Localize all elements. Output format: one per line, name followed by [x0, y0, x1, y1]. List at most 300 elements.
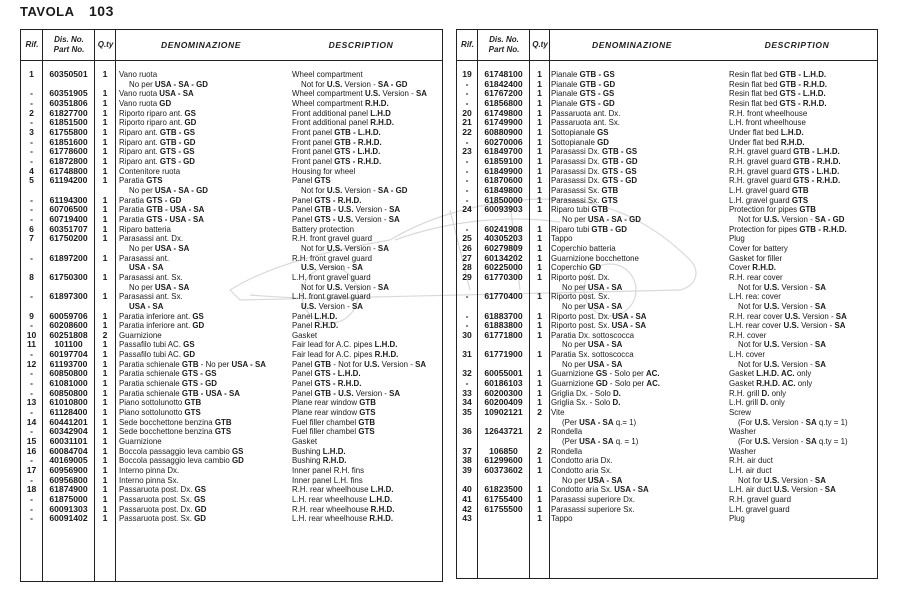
denominazione [129, 79, 208, 89]
description [292, 156, 381, 166]
description [729, 117, 806, 127]
denominazione-segment: Rondella [551, 426, 583, 437]
quantity: 1 [537, 117, 542, 128]
part-number: 60956900 [49, 465, 88, 476]
denominazione [551, 233, 573, 243]
ref-number: 14 [26, 416, 37, 427]
description-segment: SA [824, 484, 836, 495]
ref-number: - [465, 291, 469, 302]
description-segment: U.S. [301, 300, 317, 311]
description-segment: Bushing [292, 445, 323, 456]
ref-number: - [465, 97, 469, 108]
description [292, 146, 380, 156]
ref-number: 6 [29, 223, 34, 234]
denominazione [551, 446, 582, 456]
part-number: 60441201 [49, 416, 88, 427]
description-segment: only [768, 397, 785, 408]
description-segment: R.H. gravel guard [729, 146, 794, 157]
description-segment: Version - [779, 339, 815, 350]
denominazione-segment: GD [159, 97, 172, 108]
quantity: 1 [102, 97, 108, 108]
denominazione-segment: Coperchio [551, 262, 590, 273]
description-segment: L.H. gravel guard [729, 503, 790, 514]
denominazione-segment: Interno pinna Sx. [119, 474, 179, 485]
description-segment: Resin flat bed [729, 97, 780, 108]
quantity: 1 [102, 503, 108, 514]
description-segment: Not for [301, 242, 327, 253]
description [729, 426, 756, 436]
denominazione-segment: USA - SA [159, 88, 194, 99]
description-segment: U.S. [783, 320, 799, 331]
description-segment: q.ty = 1) [816, 416, 848, 427]
description-segment: Version - [353, 204, 390, 215]
description [292, 291, 371, 301]
part-number: 60200409 [484, 397, 523, 408]
denominazione [119, 224, 171, 234]
description [729, 368, 811, 378]
description-segment: Panel [292, 213, 315, 224]
description-segment: U.S. [364, 358, 380, 369]
description-segment: Panel [292, 378, 315, 389]
description-segment: GTB - L.H.D. [793, 146, 840, 157]
denominazione-segment: Parasassi superiore Sx. [551, 503, 635, 514]
part-number: 60373602 [484, 465, 523, 476]
description-segment: GTB [314, 358, 332, 369]
description-segment: U.S. [326, 242, 343, 253]
denominazione-segment: Paratia Dx. sottoscocca [551, 329, 635, 340]
quantity: 1 [537, 494, 542, 505]
description-segment: Battery protection [292, 223, 354, 234]
description-segment: Not for [301, 78, 327, 89]
denominazione [119, 117, 196, 127]
quantity: 1 [537, 349, 542, 360]
description-segment: SA [805, 416, 817, 427]
description-segment: R.H. rear cover [729, 310, 785, 321]
description [729, 397, 785, 407]
description-segment: Plug [729, 513, 745, 524]
denominazione-segment: GD [194, 503, 207, 514]
denominazione-segment: Paratia [119, 194, 147, 205]
page-title [20, 3, 114, 19]
description-segment: Wheel compartment [292, 69, 363, 79]
denominazione-segment: Vano ruota [119, 88, 160, 99]
description-segment: Fair lead for A.C. pipes [292, 339, 375, 350]
description-segment: Panel [292, 387, 315, 398]
ref-number: 21 [462, 117, 472, 128]
description [729, 311, 847, 321]
description-segment: Screw [729, 407, 751, 418]
denominazione [551, 311, 646, 321]
description-segment: D. [761, 387, 770, 398]
quantity: 1 [537, 455, 542, 466]
ref-number: 42 [462, 503, 472, 514]
denominazione-segment: Passafilo tubi AC. [119, 339, 184, 350]
denominazione-segment: AC. [645, 368, 660, 379]
description-segment: L.H. front gravel guard [292, 291, 371, 302]
quantity: 1 [537, 262, 542, 273]
denominazione [119, 407, 201, 417]
description-segment: Panel [292, 175, 315, 186]
description-segment: R.H. rear cover [729, 271, 783, 282]
denominazione-segment: Parasassi Dx. [551, 155, 602, 166]
quantity: 1 [537, 291, 542, 302]
parts-table-left [20, 29, 443, 582]
denominazione [551, 494, 635, 504]
denominazione-segment: Tappo [551, 513, 573, 524]
ref-number: 5 [29, 175, 34, 186]
ref-number: 16 [26, 445, 37, 456]
denominazione [119, 513, 206, 523]
quantity: 1 [537, 223, 542, 234]
denominazione-segment: Riparo tubi [551, 204, 592, 215]
denominazione-segment: GS [231, 445, 244, 456]
quantity: 1 [102, 175, 108, 186]
ref-number: - [30, 474, 33, 485]
description-segment: GTS - R.H.D. [314, 378, 362, 389]
ref-number: - [30, 213, 33, 224]
description-segment: R.H.D. [364, 97, 389, 108]
part-number: 61750300 [49, 271, 88, 282]
description [729, 156, 841, 166]
description-segment: L.H. front gravel guard [292, 271, 371, 282]
quantity: 1 [102, 368, 108, 379]
description-segment: Under flat bed [729, 126, 781, 137]
denominazione-segment: q.= 1) [613, 416, 637, 427]
ref-number: 38 [462, 455, 472, 466]
denominazione-segment: GTS - GD [181, 378, 218, 389]
denominazione [551, 388, 621, 398]
header-qty: Q.ty [532, 40, 548, 49]
description [292, 494, 392, 504]
denominazione [119, 214, 204, 224]
quantity: 1 [102, 455, 108, 466]
denominazione-segment: No per [562, 474, 588, 485]
description [292, 204, 400, 214]
denominazione-segment: Condotto aria Sx. [551, 484, 615, 495]
description-segment: L.H. rear cover [729, 320, 784, 331]
part-number: 61849900 [484, 165, 523, 176]
denominazione-segment: GTS - GD [601, 175, 638, 186]
description [292, 475, 363, 485]
denominazione-segment: - No per [198, 358, 232, 369]
ref-number: - [30, 349, 33, 360]
description [729, 513, 745, 523]
part-number: 61749900 [484, 117, 523, 128]
quantity: 1 [102, 223, 108, 234]
denominazione [119, 233, 183, 243]
denominazione-segment: Sede bocchettone benzina [119, 416, 215, 427]
quantity: 1 [537, 107, 542, 118]
denominazione-segment: Riparo tubi [551, 223, 592, 234]
denominazione-segment: GS [184, 107, 196, 118]
denominazione-segment: Rondella [551, 445, 583, 456]
part-number: 61748800 [49, 165, 88, 176]
description-segment: Not for [738, 339, 764, 350]
description-segment: Resin flat bed [729, 88, 780, 99]
parts-table-right [456, 29, 878, 579]
ref-number: 8 [29, 271, 34, 282]
quantity: 1 [537, 233, 542, 244]
description-segment: L.H.D. [780, 126, 804, 137]
quantity: 1 [102, 494, 108, 505]
denominazione [551, 88, 614, 98]
description-segment: U.S. [763, 300, 780, 311]
quantity: 1 [102, 484, 108, 495]
quantity: 1 [537, 484, 542, 495]
description-segment: GTB - U.S. [314, 387, 354, 398]
denominazione-segment: Guarnizione bocchettone [551, 252, 639, 263]
part-number: 60186103 [484, 378, 523, 389]
part-number: 61883800 [484, 320, 523, 331]
ref-number: 39 [462, 465, 472, 476]
description-segment: GTS - U.S. [314, 213, 354, 224]
description-segment: Version - [770, 436, 806, 447]
description-segment: SA [377, 242, 389, 253]
denominazione-segment: GTS - GS [579, 88, 615, 99]
description-segment: R.H.D. AC. [756, 378, 796, 389]
ref-number: - [30, 204, 33, 215]
denominazione [562, 339, 622, 349]
denominazione-segment: Guarnizione [551, 368, 596, 379]
description [301, 301, 363, 311]
part-number: 61194200 [49, 175, 88, 186]
ref-number: 4 [29, 165, 34, 176]
description-segment: SA [814, 300, 826, 311]
denominazione [119, 320, 204, 330]
denominazione [562, 282, 622, 292]
description [301, 79, 408, 89]
description-segment: GTB [799, 204, 817, 215]
denominazione [551, 146, 637, 156]
ref-number: 29 [462, 271, 472, 282]
part-number: 60059706 [49, 310, 88, 321]
denominazione-segment: GS [192, 310, 204, 321]
denominazione-segment: (Per [562, 436, 580, 447]
denominazione-segment: Passaruota post. Sx. [119, 494, 195, 505]
part-number: 61849800 [484, 184, 523, 195]
denominazione [551, 272, 610, 282]
description [729, 79, 827, 89]
header-part-no [478, 30, 530, 60]
denominazione-segment: No per [129, 242, 155, 253]
description [292, 349, 398, 359]
description [738, 359, 826, 369]
ref-number: 27 [462, 252, 472, 263]
denominazione-segment: GTS [146, 175, 163, 186]
header-description: DESCRIPTION [328, 40, 394, 50]
description-segment: Front panel [292, 136, 335, 147]
description-segment: Front panel [292, 146, 335, 157]
part-number: 60084704 [49, 445, 88, 456]
quantity: 1 [102, 252, 108, 263]
ref-number: - [465, 320, 469, 331]
description-segment: Not for [301, 281, 327, 292]
description [738, 417, 848, 427]
ref-number: 15 [26, 436, 37, 447]
description-segment: R.H.D. [369, 513, 394, 524]
denominazione-segment: No per [562, 300, 588, 311]
description-segment: Not for [738, 358, 764, 369]
description-segment: Plane rear window [292, 407, 360, 418]
description-segment: (For [738, 436, 755, 447]
ref-number: - [465, 136, 469, 147]
denominazione-segment: GTB [591, 204, 609, 215]
denominazione [119, 436, 162, 446]
denominazione [119, 349, 195, 359]
description-segment: L.H.D. AC. [756, 368, 795, 379]
description [292, 98, 389, 108]
header-rif: Rif. [461, 40, 474, 49]
description-segment: Not for [738, 281, 764, 292]
part-number: 60956800 [49, 474, 88, 485]
quantity: 1 [102, 426, 108, 437]
header-part-no [43, 30, 95, 60]
quantity: 1 [102, 69, 108, 79]
denominazione [551, 185, 618, 195]
denominazione-segment: Riparo ant. [119, 146, 160, 157]
part-number: 12643721 [484, 426, 523, 437]
description [738, 339, 826, 349]
description-segment: GTS - R.H.D. [314, 194, 362, 205]
description-segment: Gasket for filler [729, 252, 783, 263]
description-segment: only [795, 378, 813, 389]
description-segment: GTB - L.H.D. [334, 126, 381, 137]
denominazione-segment: (Per [562, 416, 580, 427]
denominazione [119, 339, 195, 349]
description [729, 262, 776, 272]
quantity: 1 [537, 252, 542, 263]
denominazione [551, 320, 646, 330]
description [301, 262, 363, 272]
denominazione-segment: USA - SA [587, 300, 623, 311]
description [729, 320, 845, 330]
description-segment: GTB - R.H.D. [334, 136, 382, 147]
denominazione-segment: USA - SA - GD [154, 184, 208, 195]
description [292, 195, 361, 205]
description-segment: L.H. cover [729, 349, 766, 360]
denominazione-segment: Parasassi ant. Dx. [119, 233, 184, 244]
denominazione [551, 127, 609, 137]
denominazione-segment: Passaruota post. Sx. [119, 513, 195, 524]
part-number: 61875000 [49, 494, 88, 505]
description [729, 504, 790, 514]
denominazione-segment: GTB - USA - SA [181, 387, 240, 398]
part-number: 40169005 [49, 455, 88, 466]
description-segment: GTB [359, 397, 376, 408]
description-segment: SA [389, 204, 401, 215]
quantity: 1 [537, 184, 542, 195]
ref-number: - [465, 155, 469, 166]
quantity: 1 [102, 233, 108, 244]
part-number: 61856800 [484, 97, 523, 108]
description-segment: U.S. [763, 358, 780, 369]
quantity: 1 [102, 397, 108, 408]
denominazione-segment: USA - SA [154, 242, 190, 253]
ref-number: 34 [462, 397, 472, 408]
denominazione-segment: Sede bocchettone benzina [119, 426, 215, 437]
denominazione-segment: Parasassi Dx. [551, 165, 602, 176]
part-number: 61193700 [49, 358, 88, 369]
description-segment: GTS - L.H.D. [314, 368, 361, 379]
denominazione-segment: Paratia inferiore ant. [119, 320, 193, 331]
description-segment: R.H. gravel guard [729, 175, 794, 186]
description [292, 446, 346, 456]
denominazione-segment: GTB [184, 397, 202, 408]
description [729, 146, 840, 156]
quantity: 1 [102, 136, 108, 147]
ref-number: 30 [462, 329, 472, 340]
description-segment: Front additional panel [292, 117, 371, 128]
ref-number: - [30, 320, 33, 331]
description-segment: SA [814, 339, 826, 350]
description [292, 484, 394, 494]
description-segment: Version - [789, 484, 825, 495]
description-segment: R.H. rear wheelhouse [292, 484, 371, 495]
denominazione [119, 504, 206, 514]
description-segment: Not for [738, 213, 764, 224]
description-segment: GTS - L.H.D. [334, 146, 381, 157]
ref-number: - [30, 513, 33, 524]
quantity: 1 [102, 358, 108, 369]
denominazione-segment: Guarnizione [119, 436, 162, 447]
denominazione-segment: USA - SA [587, 358, 623, 369]
description [292, 397, 376, 407]
denominazione-segment: Riparo ant. [119, 155, 160, 166]
denominazione [119, 378, 217, 388]
part-number: 61081000 [49, 378, 88, 389]
description [729, 108, 807, 118]
denominazione [551, 156, 638, 166]
description [292, 108, 391, 118]
description-segment: U.S. [763, 213, 780, 224]
denominazione [119, 69, 157, 79]
description-segment: L.H.D. [374, 339, 398, 350]
description-segment: Version - [316, 262, 352, 273]
denominazione [551, 69, 615, 79]
quantity: 1 [537, 310, 542, 321]
denominazione [551, 407, 564, 417]
denominazione-segment: GTB - GD [601, 155, 638, 166]
description [729, 88, 826, 98]
description [729, 137, 805, 147]
part-number: 60091303 [49, 503, 88, 514]
ref-number: 13 [26, 397, 37, 408]
denominazione-segment: Condotto aria Sx. [551, 465, 613, 476]
denominazione-segment: GD [184, 117, 197, 128]
description-segment: GTS - R.H.D. [779, 97, 827, 108]
description-segment: SA [834, 320, 846, 331]
denominazione-segment: Pianale [551, 78, 580, 89]
description-segment: Under flat bed [729, 136, 781, 147]
denominazione-segment: AC. [646, 378, 661, 389]
description-segment: SA - GD [814, 213, 845, 224]
part-number: 60091402 [49, 513, 88, 524]
ref-number: 28 [462, 262, 472, 273]
denominazione-segment: GTB - GD [579, 78, 616, 89]
description [729, 378, 812, 388]
ref-number: 26 [462, 242, 472, 253]
denominazione [562, 214, 641, 224]
denominazione [129, 243, 189, 253]
part-number: 61883700 [484, 310, 523, 321]
description-segment: L.H.D. [370, 484, 394, 495]
part-number: 60200300 [484, 387, 523, 398]
description [729, 175, 840, 185]
quantity: 1 [102, 387, 108, 398]
description-segment: Version - [379, 358, 416, 369]
description [292, 426, 375, 436]
denominazione-segment: GTB [214, 416, 232, 427]
